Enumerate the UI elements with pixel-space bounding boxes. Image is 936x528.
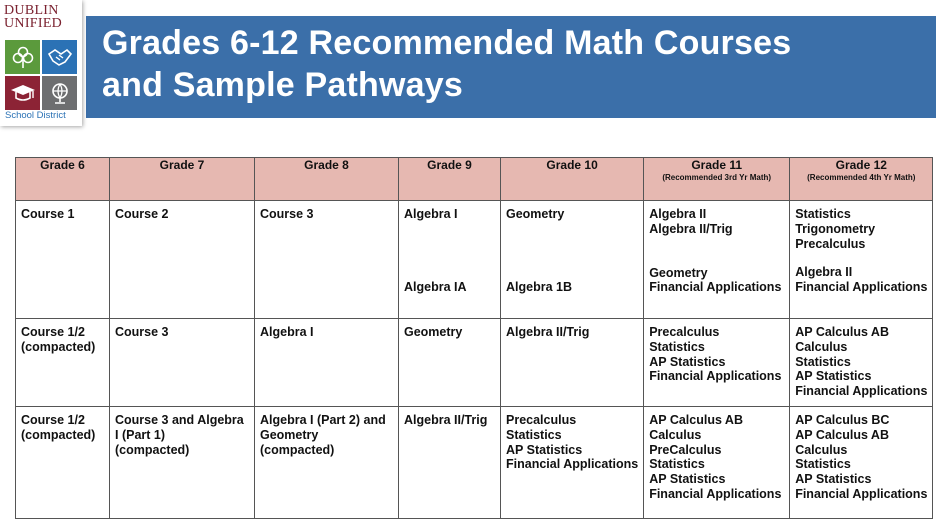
math-pathways-table <box>15 157 933 519</box>
table-cell: Statistics Trigonometry Precalculus Algebra II Financial Applications <box>790 201 933 319</box>
table-cell: Algebra II/Trig <box>399 407 501 519</box>
header-grade-12: Grade 12 (Recommended 4th Yr Math) <box>790 158 933 201</box>
table-cell: Algebra I (Part 2) and Geometry (compacted) <box>255 407 399 519</box>
table-cell: Geometry <box>399 319 501 407</box>
table-cell: Algebra I Algebra IA <box>399 201 501 319</box>
header-grade-10: Grade 10 <box>501 158 644 201</box>
table-cell: Course 2 <box>110 201 255 319</box>
table-cell: AP Calculus BC AP Calculus AB Calculus Statistics AP Statistics Financial Applications <box>790 407 933 519</box>
header-grade-7: Grade 7 <box>110 158 255 201</box>
header-grade-11: Grade 11 (Recommended 3rd Yr Math) <box>644 158 790 201</box>
table-cell: Course 1/2 (compacted) <box>16 407 110 519</box>
header-row <box>16 158 933 201</box>
table-cell: Precalculus Statistics AP Statistics Financial Applications <box>644 319 790 407</box>
logo-tiles <box>5 40 77 110</box>
header-grade-8: Grade 8 <box>255 158 399 201</box>
table-cell: Algebra II Algebra II/Trig Geometry Financial Applications <box>644 201 790 319</box>
header-grade-12-note: (Recommended 4th Yr Math) <box>807 173 916 182</box>
header-grade-11-note: (Recommended 3rd Yr Math) <box>662 173 772 182</box>
logo-name: DUBLIN UNIFIED <box>4 3 63 31</box>
table-row <box>16 319 933 407</box>
handshake-icon <box>42 40 77 74</box>
table-cell: AP Calculus AB Calculus Statistics AP Statistics Financial Applications <box>790 319 933 407</box>
globe-icon <box>42 76 77 110</box>
table-cell: Precalculus Statistics AP Statistics Financial Applications <box>501 407 644 519</box>
table-cell: Course 3 and Algebra I (Part 1) (compacted) <box>110 407 255 519</box>
table-cell: Algebra II/Trig <box>501 319 644 407</box>
table-row <box>16 407 933 519</box>
table-cell: AP Calculus AB Calculus PreCalculus Statistics AP Statistics Financial Applications <box>644 407 790 519</box>
shamrock-icon <box>5 40 40 74</box>
table-cell: Course 3 <box>255 201 399 319</box>
header-grade-6: Grade 6 <box>16 158 110 201</box>
table-cell: Course 1 <box>16 201 110 319</box>
district-logo <box>0 0 82 126</box>
table-cell: Geometry Algebra 1B <box>501 201 644 319</box>
title-line-2: and Sample Pathways <box>102 66 463 104</box>
page-title <box>102 22 932 106</box>
title-line-1: Grades 6-12 Recommended Math Courses <box>102 24 792 62</box>
table-cell: Course 3 <box>110 319 255 407</box>
graduation-cap-icon <box>5 76 40 110</box>
table-cell: Course 1/2 (compacted) <box>16 319 110 407</box>
table-cell: Algebra I <box>255 319 399 407</box>
logo-subtitle: School District <box>5 110 66 121</box>
table-row <box>16 201 933 319</box>
header-grade-9: Grade 9 <box>399 158 501 201</box>
